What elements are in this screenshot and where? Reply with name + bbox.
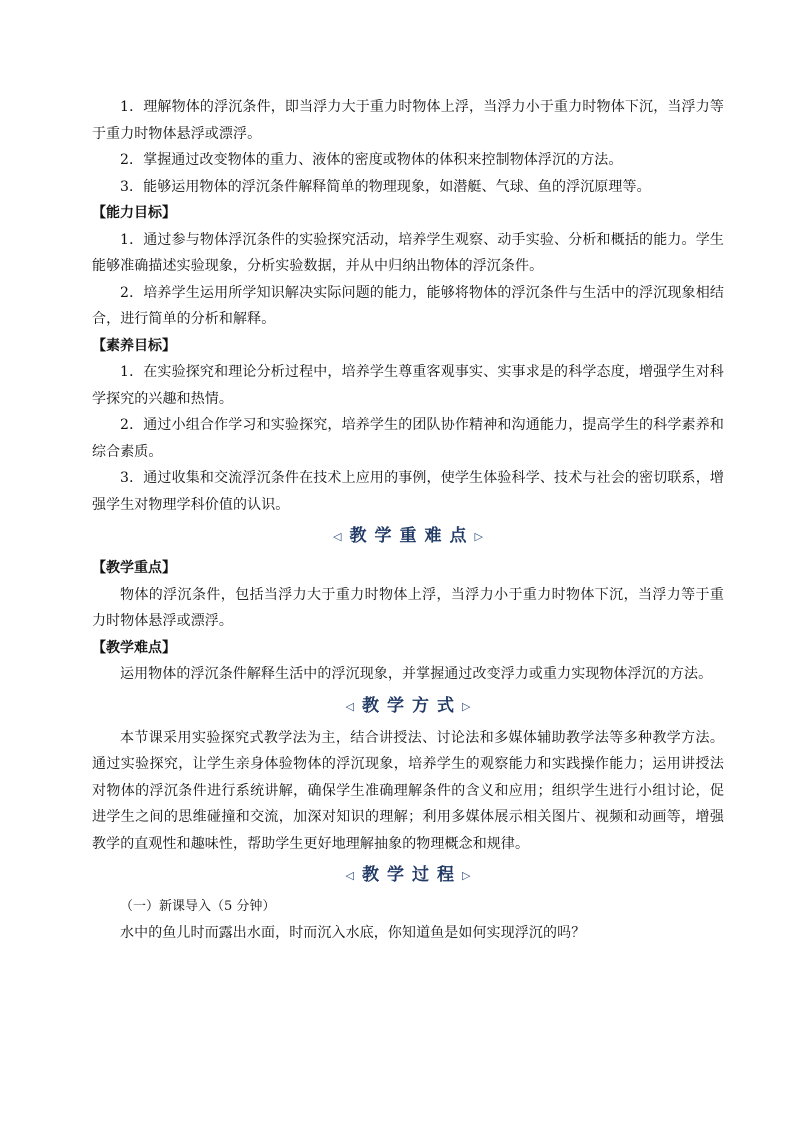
document-page [92, 94, 724, 947]
section-title-process [92, 859, 724, 892]
right-triangle-icon: ▷ [462, 869, 471, 882]
process-step-1-title: （一）新课导入（5 分钟） [120, 899, 276, 914]
teaching-method-text: 本节课采用实验探究式教学法为主，结合讲授法、讨论法和多媒体辅助教学法等多种教学方法。通过实验探究，让学生亲身体验物体的浮沉现象，培养学生的观察能力和实践操作能力；运用讲授法对物体的浮沉条件进行系统讲解，确保学生准确理解条件的含义和应用；组织学生进行小组讨论，促进学生之间的思维碰撞和交流，加深对知识的理解；利用多媒体展示相关图片、视频和动画等，增强教学的直观性和趣味性，帮助学生更好地理解抽象的物理概念和规律。 [92, 729, 724, 852]
difficult-point-heading: 【教学难点】 [92, 639, 176, 656]
process-step-1-text: 水中的鱼儿时而露出水面，时而沉入水底，你知道鱼是如何实现浮沉的吗？ [120, 925, 586, 941]
section-title-method [92, 690, 724, 723]
knowledge-goal-1: 1．理解物体的浮沉条件，即当浮力大于重力时物体上浮，当浮力小于重力时物体下沉，当浮力等于重力时物体悬浮或漂浮。 [92, 99, 724, 142]
difficult-point-text: 运用物体的浮沉条件解释生活中的浮沉现象，并掌握通过改变浮力或重力实现物体浮沉的方法。 [120, 666, 713, 682]
literacy-goal-heading: 【素养目标】 [92, 337, 176, 354]
literacy-goal-1: 1．在实验探究和理论分析过程中，培养学生尊重客观事实、实事求是的科学态度，增强学生对科学探究的兴趣和热情。 [92, 364, 724, 407]
right-triangle-icon: ▷ [474, 530, 483, 543]
left-triangle-icon: ◁ [345, 869, 354, 882]
left-triangle-icon: ◁ [345, 699, 354, 713]
ability-goal-2: 2．培养学生运用所学知识解决实际问题的能力，能够将物体的浮沉条件与生活中的浮沉现象相结合，进行简单的分析和解释。 [92, 284, 724, 327]
literacy-goal-2: 2．通过小组合作学习和实验探究，培养学生的团队协作精神和沟通能力，提高学生的科学素养和综合素质。 [92, 417, 724, 460]
section-title-text: 教学过程 [362, 865, 462, 885]
section-title-key-difficult [92, 520, 724, 553]
key-point-text: 物体的浮沉条件，包括当浮力大于重力时物体上浮，当浮力小于重力时物体下沉，当浮力等于重力时物体悬浮或漂浮。 [92, 586, 724, 629]
section-title-text: 教学重难点 [349, 526, 475, 546]
left-triangle-icon: ◁ [333, 530, 342, 543]
ability-goal-1: 1．通过参与物体浮沉条件的实验探究活动，培养学生观察、动手实验、分析和概括的能力。学生能够准确描述实验现象，分析实验数据，并从中归纳出物体的浮沉条件。 [92, 231, 724, 274]
key-point-heading: 【教学重点】 [92, 560, 176, 576]
knowledge-goal-2: 2．掌握通过改变物体的重力、液体的密度或物体的体积来控制物体浮沉的方法。 [120, 152, 623, 168]
right-triangle-icon: ▷ [462, 699, 471, 713]
section-title-text: 教学方式 [362, 695, 462, 716]
ability-goal-heading: 【能力目标】 [92, 205, 176, 221]
knowledge-goal-3: 3．能够运用物体的浮沉条件解释简单的物理现象，如潜艇、气球、鱼的浮沉原理等。 [120, 178, 651, 195]
literacy-goal-3: 3．通过收集和交流浮沉条件在技术上应用的事例，使学生体验科学、技术与社会的密切联系，增强学生对物理学科价值的认识。 [92, 470, 724, 513]
